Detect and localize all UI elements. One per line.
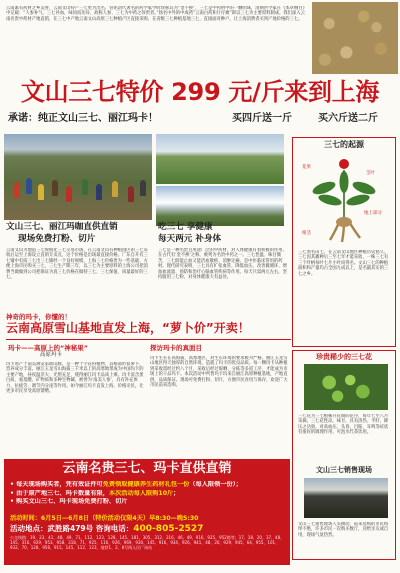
promo-location: 活动地点：武胜路479号 咨询电话： — [10, 524, 134, 533]
left-section-subtitle: 现场免费打粉、切片 — [18, 234, 96, 244]
promo-item-text: • 每天现场购买者，凭有效证件可 — [10, 481, 103, 488]
origin-label-aerial: 地上部分 — [364, 211, 382, 216]
promo-bus-routes: 公交线路：19、23、41、48、49、71、112、123、128、145、181、305、312、316、46、49、916、925、952路等；17、18、20、37、48、145、316、929、953、958、318、71、925、116、926、969、930、145、916、934、926、941、48、20、929、945、64、955、101、932、70、128、956、915、145、112、123、地铁1、2、8号线人民广场站 — [10, 535, 285, 550]
tea-field-photo — [156, 134, 284, 184]
promo-item-highlight: 本次活动每人限购10斤 — [108, 489, 174, 497]
main-headline: 文山三七特价 299 元/斤来到上海 — [20, 78, 380, 106]
promo-hotline-row — [10, 524, 203, 534]
sanqi-flower-photo — [304, 364, 388, 410]
rare-flower-body: 三七花为三七植株开花期的花序，每年七至八月采摘。三七花性凉，味甘，具有清热、平肝、降压之功效，对高血压、头昏、目眩、耳鸣等症状有很好的调理作用，可泡水代茶饮用。 — [298, 414, 389, 436]
sales-scene-title: 文山三七销售现场 — [316, 466, 372, 474]
promise-line — [0, 111, 400, 127]
promo-time: 活动时间：6月5日—6月8日（特价活动仅限4天）早8:30—晚5:30 — [10, 515, 199, 522]
promo-item-note: ； — [173, 489, 180, 497]
intro-paragraph: 云南素有药材之乡美誉，云南文山特产三七更为出名，管铭清代著名的药学家学时珍称其为“金不换”，三七是中药材中的一颗明珠，清朝医学家在《本草纲目》中记载：“人参补气，三七补血，味同而功异，故称人参、三七为中药之珍贵者。”扬名中外的中成药“云南白药和片仔癀”即以三七为主要原料制成。我们深入云南名贵中药材产地直销，在三七中产地云南文山高原三七种植产区直接采购，在省级三七种植基地三七，直接面对种户，让上海消费者买到产地价格的三七。 — [6, 6, 307, 22]
maca-col-b-title: 探访玛卡的真面目 — [150, 344, 202, 352]
promo-title: 云南名贵三七、玛卡直供直销 — [62, 461, 232, 476]
sales-scene-body: 文山三七销售现场人头攒动，前来选购的市民络绎不绝，许多市民一次购买数斤，送给亲友或自用，现场气氛热烈。 — [298, 522, 389, 538]
maca-kicker: 神奇的玛卡，你懂的！ — [6, 313, 71, 321]
origin-label-flower: 花果 — [302, 165, 311, 170]
origin-label-root: 根茎 — [302, 231, 311, 236]
origin-label-leaf: 茎叶 — [366, 171, 375, 176]
sanqi-roots-photo — [312, 2, 398, 74]
divider — [6, 339, 291, 340]
maca-col-a-subtitle: 高原玛卡 — [40, 352, 63, 358]
promo-phone-number[interactable]: 400-805-2527 — [133, 524, 204, 534]
origin-title: 三七的起源 — [324, 140, 364, 149]
promise-text: 承诺：纯正文山三七、丽江玛卡！ — [8, 113, 158, 124]
promo-item — [10, 498, 286, 507]
offer-buy-four: 买四斤送一斤 — [232, 113, 292, 124]
maca-col-a-body: 玛卡原产于南美洲安第斯山脉，是一种十字花科植物，其根部形似萝卜，营养成分丰富。丽江玉龙雪山海拔三千米以上的高寒地带成为中国玛卡的主要产地，昼夜温差大、光照充足，使得丽江玛卡品质上乘。玛卡富含蛋白质、氨基酸、矿物质和多种生物碱，被誉为‘南美人参’，具有补充体力、抗疲劳、调节内分泌等作用。如今丽江玛卡直发上海，价格亲民，让更多市民享受高原馈赠。 — [6, 362, 144, 395]
market-crowd-photo — [4, 134, 152, 220]
rare-flower-title: 珍贵稀少的三七花 — [316, 353, 372, 361]
promo-item-highlight: 免费领取健康养生药材礼包一份 — [102, 481, 190, 488]
sanqi-plant-illustration — [300, 150, 388, 245]
origin-body: 三七原名田七，在云南文山地区种植历史悠久。三七因其播种后三至七年才能采收、一株三七有三个叶柄每叶七片小叶而得名。文山三七的种植面积和产量均占全国九成以上，是名副其实的三七之乡。 — [298, 250, 389, 277]
sales-scene-photo — [304, 478, 388, 518]
promo-list — [10, 481, 286, 507]
promo-item-text: • 购买文山三七、玛卡现场免费打粉、切片 — [10, 498, 128, 505]
promo-item-note: （每人限领一份）； — [189, 481, 242, 488]
mid-section-subtitle: 每天两元 补身体 — [158, 234, 222, 244]
promo-item — [10, 481, 286, 490]
promo-item-text: • 由于原产地三七、玛卡数量有限， — [10, 489, 109, 497]
snow-mountain-photo — [156, 186, 284, 226]
mid-section-body: 三七是一种名贵且用途广泛的中药材，对人体健康有着积极的作用。在古代有‘金不换’之称，被列为名贵中药之一。三七性温、味甘微苦，三七既能止血又能活血散瘀、消肿定痛，是中医临床常用的药材。现代研究表明，三七具有扩张血管、降低血压、改善微循环、增加血流量、预防和治疗心脑血管疾病等作用。每天只需两元左右，坚持服用三七粉，对身体健康大有益处。 — [158, 248, 287, 281]
maca-col-a-title: 玛卡——高原上的“神秘果” — [8, 344, 89, 352]
promo-banner — [4, 459, 290, 565]
maca-col-b-body: 玛卡生长在高海拔、高寒地区，对生长环境的要求极为严格。丽江玉龙雪山地区得天独厚的自然环境，造就了玛卡的优良品质。每一颗玛卡从种植到采收需经过约八个月，采收后经过晾晒、分拣等多道工序，才能成为市场上的干品玛卡。本次活动中所售玛卡均来自丽江高原种植基地，产地直供，品质保证。现场可免费打粉、切片，方便市民食用与保存，欢迎广大市民前来选购。 — [150, 356, 288, 389]
left-section-title: 文山三七、丽江玛咖直供直销 — [6, 222, 118, 232]
maca-headline: 云南高原雪山基地直发上海，“萝卜价”开卖！ — [6, 321, 250, 335]
promo-item — [10, 490, 286, 499]
offer-buy-six: 买六斤送二斤 — [318, 113, 378, 124]
left-section-body: 云南文山为地道三七规模化三七交易市场，在云南文山有种植园区的三七采收后运至上海设立直销专卖点，这个价格是出场最直接价格。广东自开有三七铺中有质三七出三七铺经一个良好规模，上海三七价格贵为一些基础，方便上海市民购买三七，三七生产期三年，以三七为主要原料的上海公司把消费当做做到公司把保证为真三七价格在做特三七，三七保值、质量最好的三七。 — [6, 248, 148, 281]
mid-section-title: 吃三七 享健康 — [158, 222, 213, 232]
